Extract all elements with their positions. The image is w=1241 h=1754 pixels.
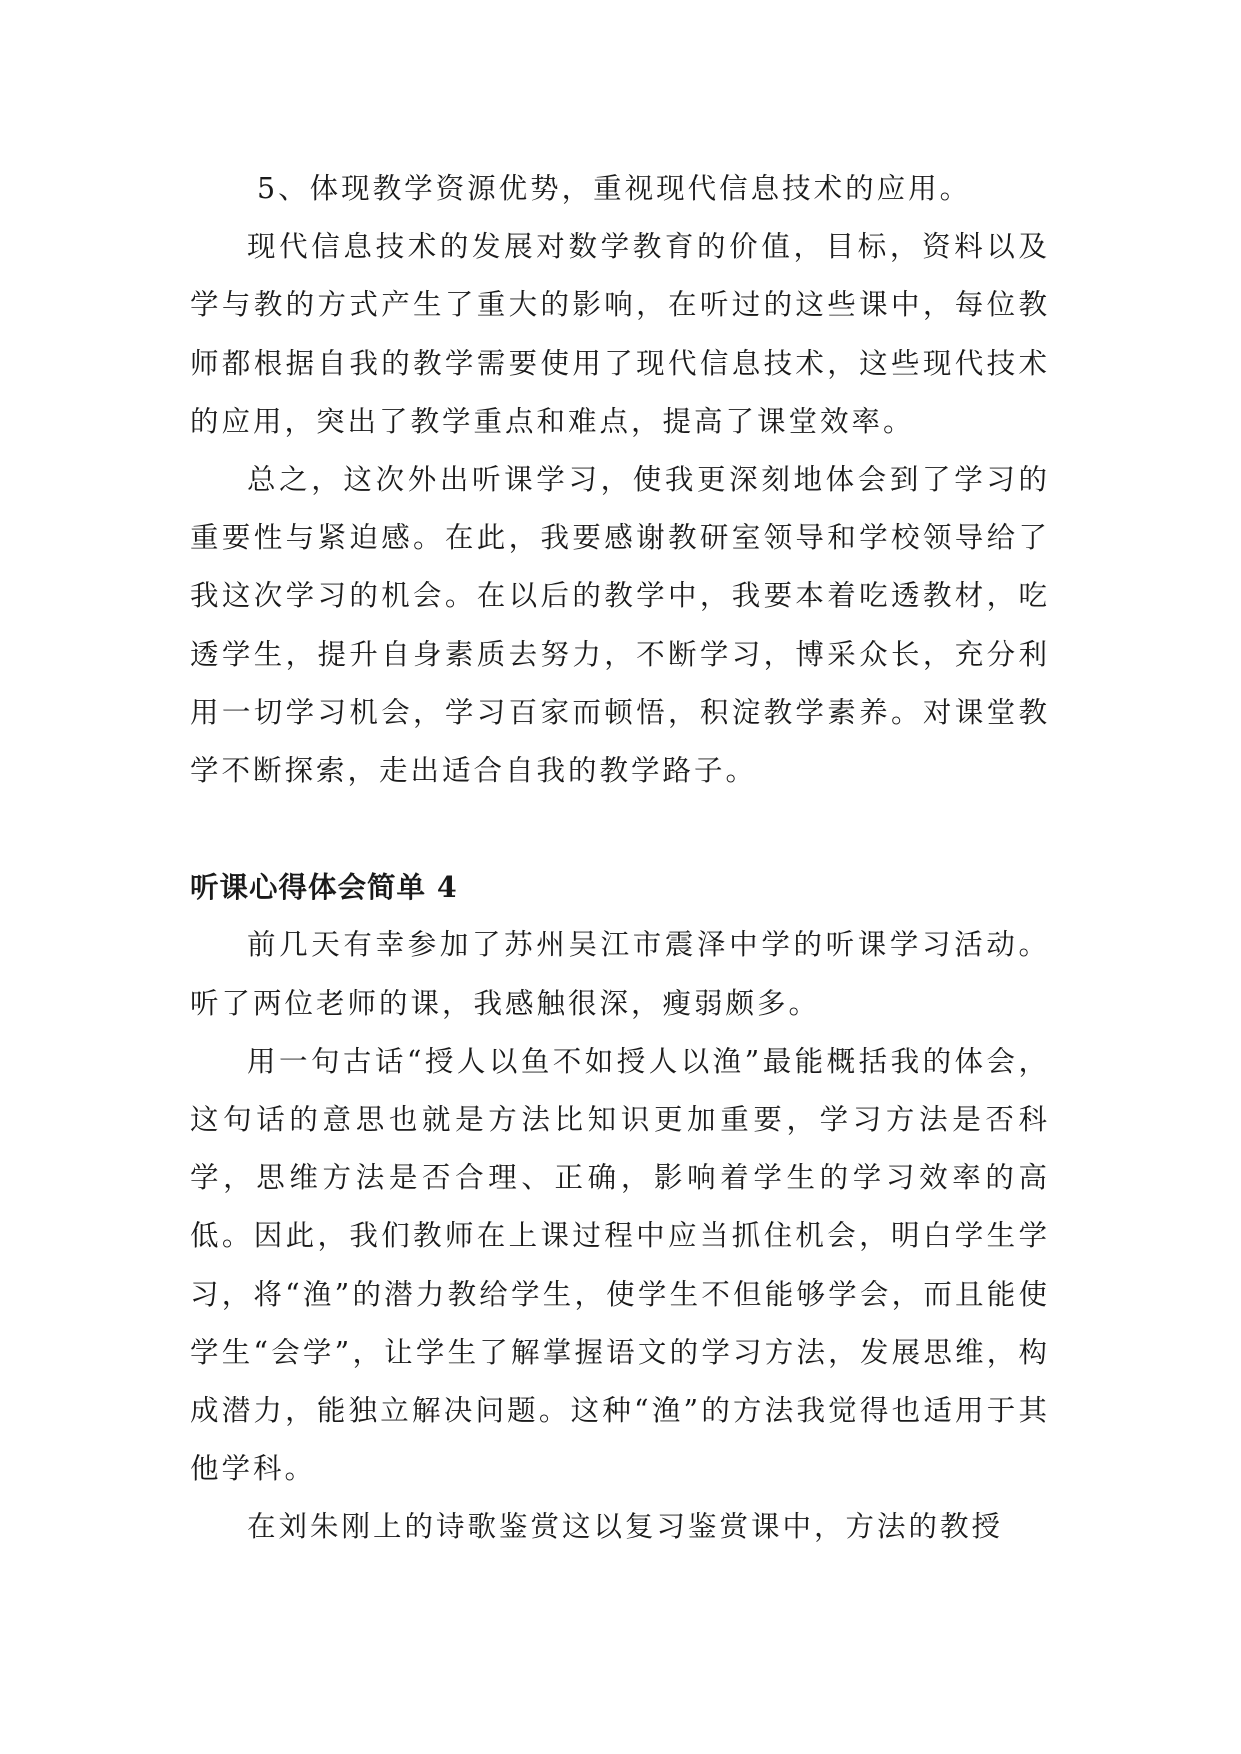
paragraph-intro: 前几天有幸参加了苏州吴江市震泽中学的听课学习活动。听了两位老师的课，我感触很深，瘦弱颇多。 [190, 928, 1050, 1020]
paragraph-conclusion: 总之，这次外出听课学习，使我更深刻地体会到了学习的重要性与紧迫感。在此，我要感谢教研室领导和学校领导给了我这次学习的机会。在以后的教学中，我要本着吃透教材，吃透学生，提升自身素质去努力，不断学习，博采众长，充分利用一切学习机会，学习百家而顿悟，积淀教学素养。对课堂教学不断探索，走出适合自我的教学路子。 [190, 463, 1050, 788]
paragraph-fishing-proverb: 用一句古话“授人以鱼不如授人以渔”最能概括我的体会，这句话的意思也就是方法比知识更加重要，学习方法是否科学，思维方法是否合理、正确，影响着学生的学习效率的高低。因此，我们教师在上课过程中应当抓住机会，明白学生学习，将“渔”的潜力教给学生，使学生不但能够学会，而且能使学生“会学”，让学生了解掌握语文的学习方法，发展思维，构成潜力，能独立解决问题。这种“渔”的方法我觉得也适用于其他学科。 [190, 1044, 1050, 1486]
paragraph-point-5: 5、体现教学资源优势，重视现代信息技术的应用。 [257, 172, 972, 205]
section-title: 听课心得体会简单 4 [190, 870, 458, 905]
document-body [190, 160, 1050, 1557]
paragraph-poetry-lesson: 在刘朱刚上的诗歌鉴赏这以复习鉴赏课中，方法的教授 [247, 1510, 1004, 1544]
paragraph-it-influence: 现代信息技术的发展对数学教育的价值，目标，资料以及学与教的方式产生了重大的影响，在听过的这些课中，每位教师都根据自我的教学需要使用了现代信息技术，这些现代技术的应用，突出了教学重点和难点，提高了课堂效率。 [190, 230, 1050, 438]
